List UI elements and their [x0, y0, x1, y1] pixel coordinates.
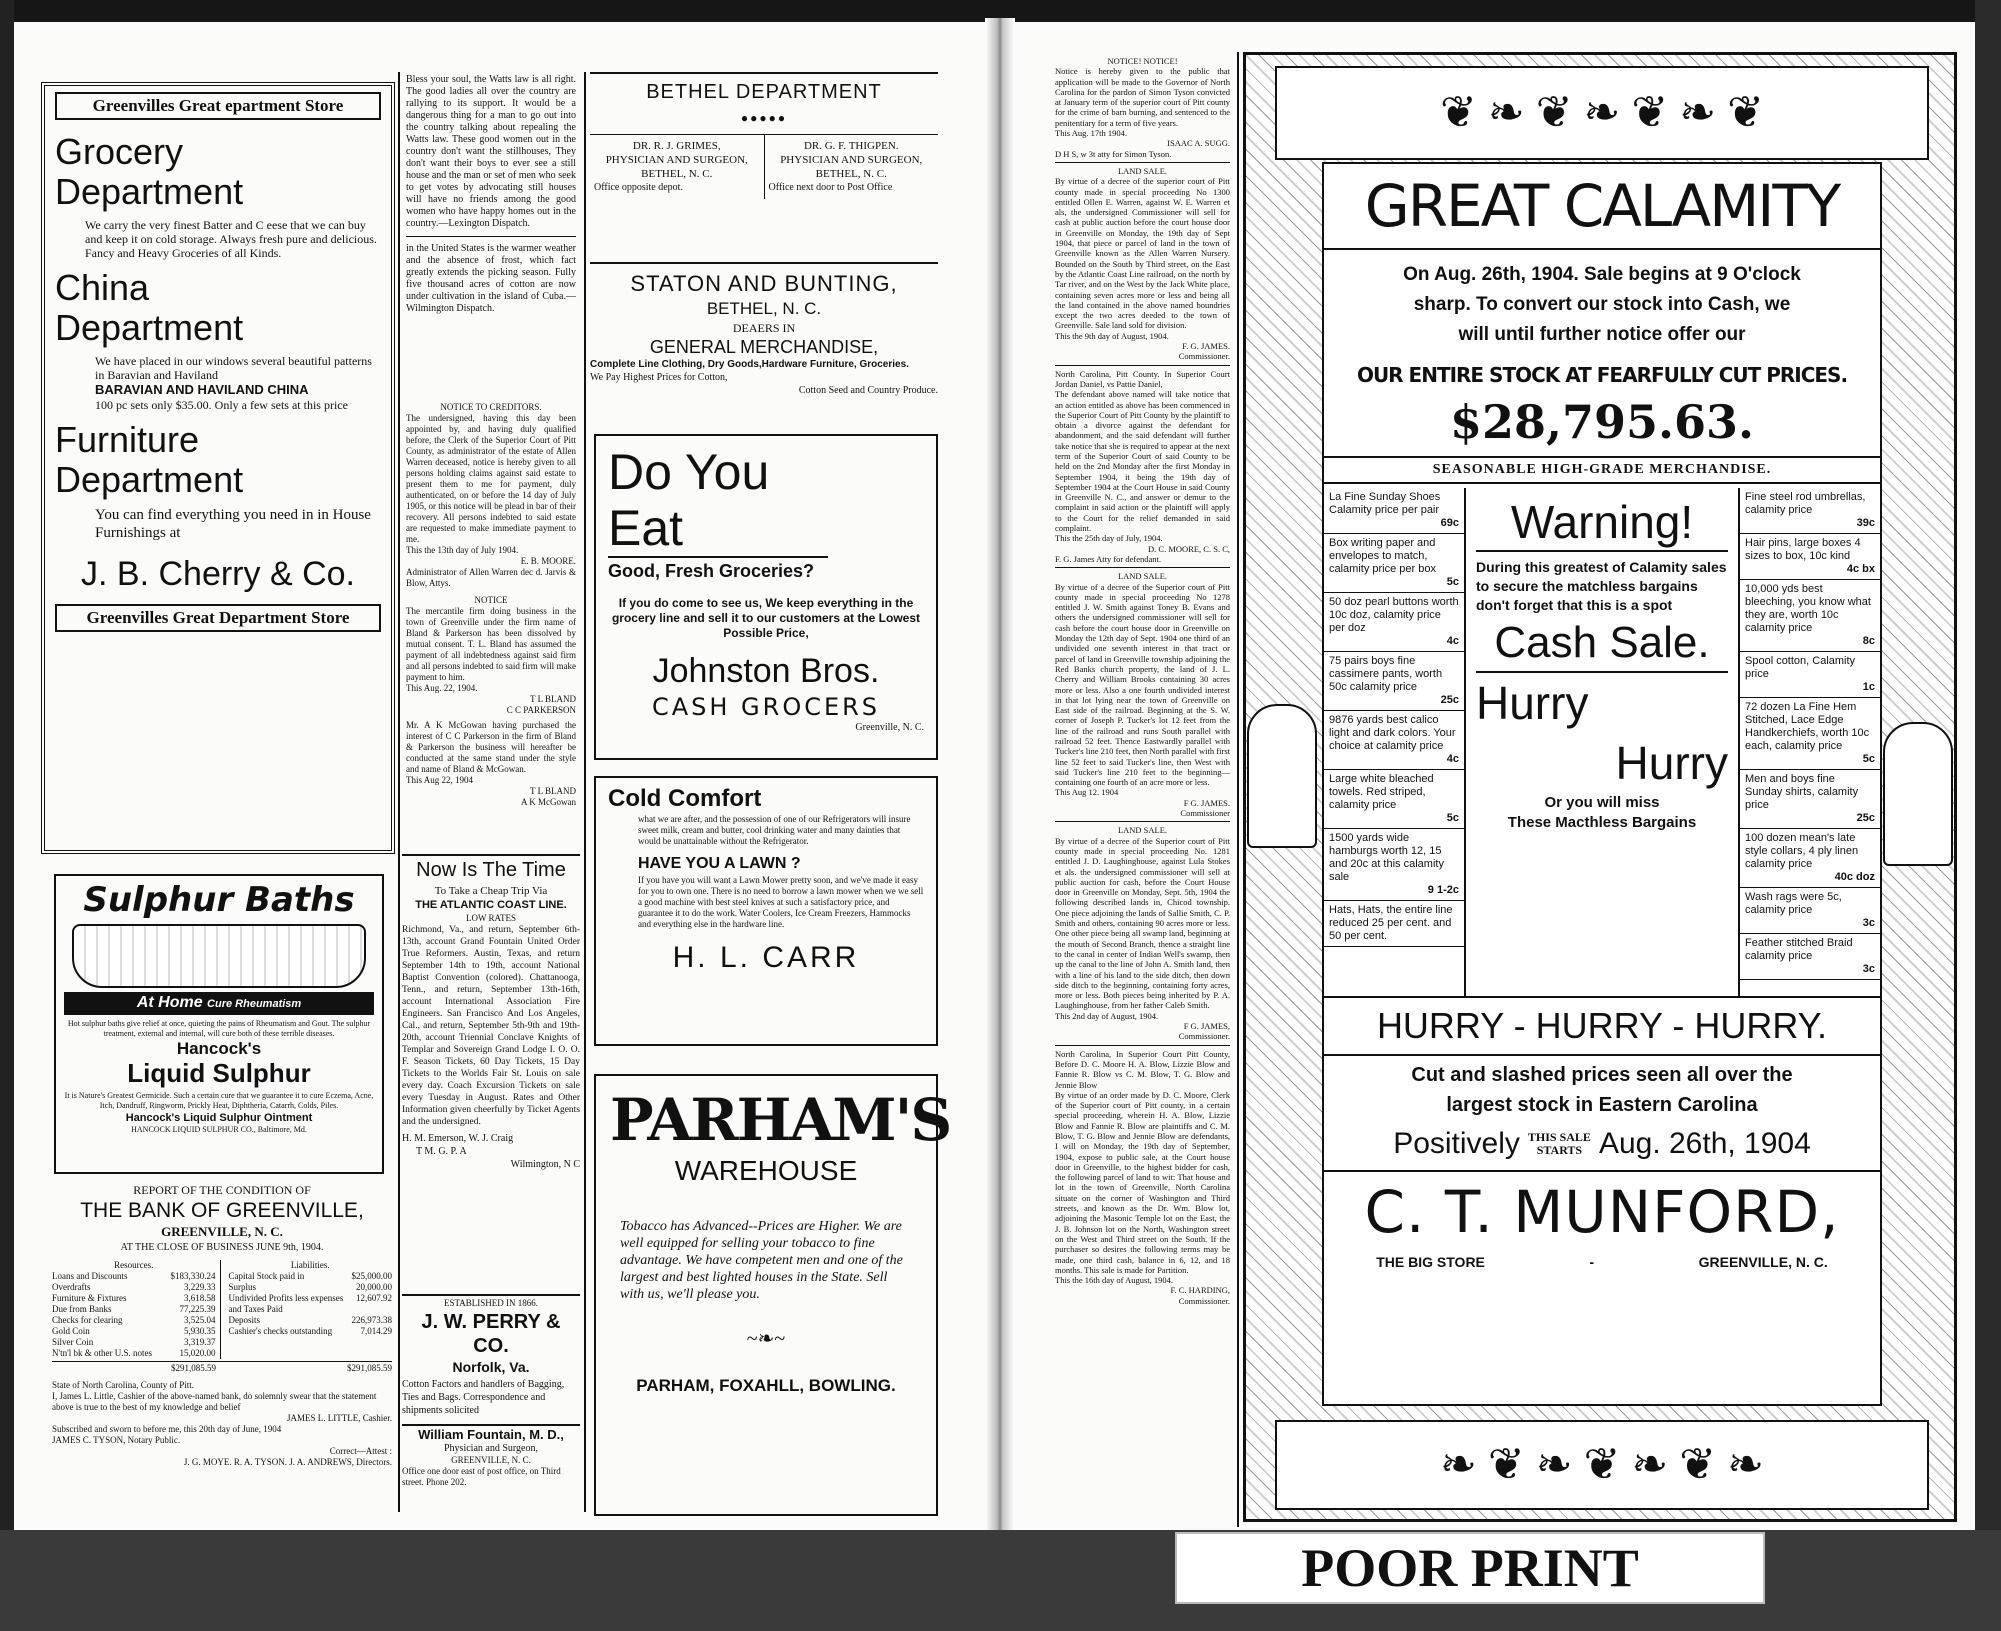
liability-label: Deposits: [228, 1315, 260, 1325]
right-page: [1015, 22, 1975, 1530]
price-item-text: 9876 yards best calico light and dark colors. Your choice at calamity price: [1329, 714, 1456, 752]
price-list-item: [1324, 652, 1464, 711]
price-item-text: Hair pins, large boxes 4 sizes to box, 10c kind: [1745, 537, 1861, 562]
staton-city: BETHEL, N. C.: [706, 299, 822, 318]
johnston-text: If you do come to see us, We keep everything in the grocery line and sell it to our customers at the Lowest Possible Price,: [611, 596, 921, 640]
resource-value: 15,020.00: [179, 1348, 216, 1358]
left-price-list: [1324, 488, 1466, 996]
perry-ad: [402, 1294, 580, 1416]
resource-value: 77,225.39: [179, 1304, 216, 1314]
travel-ad: [402, 854, 580, 1286]
court1-text: The defendant above named will take notice that an action entitled as above has been commenced in the Superior Court of Pitt County by the plaintiff to obtain a divorce against the defendant for abandonment, and the said defendant will further take notice that she is required to appear at the next term of the Superior Court of said County to be held on the 2nd Monday after the first Monday in September 1904, it being the 19th day of September 1904 at the Court House in said County in Greenville N. C., and answer or demur to the complaint in said action or the plaintiff will apply to the Court for the relief demanded in said complaint.: [1055, 389, 1230, 534]
munford-ad: [1322, 162, 1882, 1406]
grimes-office: Office opposite depot.: [594, 182, 683, 193]
perry-text: Cotton Factors and handlers of Bagging, Ties and Bags. Correspondence and shipments solicited: [402, 1379, 565, 1416]
liability-label: Surplus: [228, 1282, 257, 1292]
resource-row: [52, 1304, 216, 1315]
staton-line2: We Pay Highest Prices for Cotton,: [590, 372, 728, 383]
bethel-doctors: [590, 134, 938, 199]
liability-row: [229, 1282, 393, 1293]
price-item-price: 40c doz: [1834, 871, 1875, 883]
land2-date: This Aug 12. 1904: [1055, 787, 1119, 798]
this-sale-stack: [1528, 1131, 1591, 1157]
calamity-line4: OUR ENTIRE STOCK AT FEARFULLY CUT PRICES.: [1356, 363, 1848, 387]
parham-text: Tobacco has Advanced--Prices are Higher. We are well equipped for selling your tobacco to fine advantage. We have competent men and one of the largest and best lighted houses in the State. Sell with us, we'll please you.: [620, 1219, 903, 1302]
perry-name: J. W. PERRY & CO.: [421, 1311, 561, 1357]
land3-title: LAND SALE.: [1117, 825, 1168, 836]
legal-column-rule: [1237, 52, 1239, 1527]
creditors-date: This the 13th day of July 1904.: [406, 545, 519, 555]
price-item-text: La Fine Sunday Shoes Calamity price per pair: [1329, 491, 1441, 516]
land3-date: This 2nd day of August, 1904.: [1055, 1010, 1159, 1021]
fountain-name: William Fountain, M. D.,: [418, 1427, 564, 1442]
munford-city: GREENVILLE, N. C.: [1698, 1254, 1828, 1270]
resource-row: [52, 1271, 216, 1282]
johnston-title: Do You Eat: [608, 444, 828, 558]
court2-date: This the 16th day of August, 1904.: [1055, 1275, 1174, 1286]
price-item-text: Feather stitched Braid calamity price: [1745, 937, 1853, 962]
resource-label: Loans and Discounts: [52, 1271, 128, 1281]
resource-label: Silver Coin: [52, 1337, 94, 1347]
parham-title: PARHAM'S: [610, 1086, 951, 1154]
price-item-text: 50 doz pearl buttons worth 10c doz, calamity price per doz: [1329, 596, 1459, 634]
legal-column: [1055, 56, 1230, 1526]
resource-value: 3,229.33: [184, 1282, 216, 1292]
carr-text: what we are after, and the possession of one of our Refrigerators will insure sweet milk, cream and butter, cool drinking water and many dainties that would be unattainable without the Refrigerator.: [638, 814, 911, 846]
hurry-banner: HURRY - HURRY - HURRY.: [1324, 998, 1880, 1056]
price-item-price: 3c: [1862, 917, 1875, 929]
notice-sig2: C C PARKERSON: [506, 705, 576, 715]
pardon-date: This Aug. 17th 1904.: [1055, 128, 1128, 139]
sulphur-title: Sulphur Baths: [83, 880, 355, 920]
lawn-text: If you have you will want a Lawn Mower pretty soon, and we've made it easy for you to own one. There is no need to borrow a lawn mower when we we sell a good machine with best steel knives at such a satisfactory price, and guarantee it to do the work. Water Coolers, Ice Cream Freezers, Hammocks and everything else in the hardware line.: [638, 875, 924, 929]
resource-value: 3,618.58: [184, 1293, 216, 1303]
price-list-item: [1740, 698, 1880, 770]
court1-atty: F. G. James Atty for defendant.: [1055, 553, 1162, 564]
resource-row: [52, 1326, 216, 1337]
divider: [1055, 162, 1230, 163]
liability-value: 7,014.29: [360, 1326, 392, 1336]
bank-title1: REPORT OF THE CONDITION OF: [133, 1183, 311, 1197]
notice-title: NOTICE: [474, 595, 508, 605]
calamity-line3: will until further notice offer our: [1458, 324, 1746, 345]
court2-signature: F. C. HARDING,: [1170, 1285, 1230, 1296]
seasonable-banner: SEASONABLE HIGH-GRADE MERCHANDISE.: [1324, 456, 1880, 484]
liability-row: [229, 1315, 393, 1326]
notice-date: This Aug. 22, 1904.: [406, 683, 478, 693]
parham-ad: [594, 1074, 951, 1516]
cuba-cotton-article: in the United States is the warmer weather and the absence of frost, which fact greatly extends the picking season. Fully five thousand acres of cotton are now under cultivation in the island of Cuba.—Wilmington Dispatch.: [406, 243, 576, 314]
china-title: China Department: [55, 267, 244, 348]
cut-line2: largest stock in Eastern Carolina: [1446, 1094, 1758, 1116]
bethel-header: BETHEL DEPARTMENT: [646, 81, 882, 103]
thigpen-office: Office next door to Post Office: [768, 182, 893, 193]
poor-print-stamp: POOR PRINT: [1175, 1532, 1765, 1604]
positively-row: [1324, 1124, 1880, 1172]
fountain-text: Office one door east of post office, on Third street. Phone 202.: [402, 1466, 561, 1487]
furniture-text: You can find everything you need in in House Furnishings at: [95, 507, 371, 541]
price-grid: [1324, 488, 1880, 998]
thigpen-city: BETHEL, N. C.: [815, 168, 887, 180]
sulphur-subtitle: At Home: [136, 994, 203, 1011]
resource-label: Furniture & Fixtures: [52, 1293, 127, 1303]
price-item-price: 39c: [1856, 517, 1875, 529]
land1-text: By virtue of a decree of the superior court of Pitt county made in special proceeding No 1300 entitled Ollen E. Warren, against W. E. Warren et als, the undersigned Commissioner will sell for cash at public auction before the court house door in Greenville on Monday, the 19th day of Sept 1904, that piece or parcel of land in the town of Greenville known as the Allen Warren Nursery. Bounded on the South by Third street, on the East by the Atlantic Coast Line railroad, on the north by Tar river, and on the West by the Jack White place, containing seven acres more or less and being all the land contained in the above named boundries except the two acres deeded to the town of Greenville. Sale land sold for division.: [1055, 176, 1230, 331]
thigpen-name: DR. G. F. THIGPEN.: [803, 140, 899, 152]
grimes-title: PHYSICIAN AND SURGEON,: [605, 154, 748, 166]
pardon-text: Notice is hereby given to the public that application will be made to the Governor of North Carolina for the pardon of Simon Tyson convicted at January term of the superior court of Pitt county for the crime of barn burning, and sentenced to the penitentiary for a term of five years.: [1055, 66, 1230, 128]
land2-signature: F G. JAMES.: [1183, 797, 1230, 808]
sulphur-cure: Cure Rheumatism: [207, 998, 302, 1010]
bank-statement: [52, 1260, 392, 1359]
munford-store: THE BIG STORE: [1376, 1254, 1485, 1270]
travel-sub1: To Take a Cheap Trip Via: [434, 885, 548, 897]
price-item-text: 75 pairs boys fine cassimere pants, worth 50c calamity price: [1329, 655, 1443, 693]
this-sale: THIS SALE: [1527, 1130, 1591, 1144]
fountain-ad: [402, 1424, 580, 1506]
staton-line3: Cotton Seed and Country Produce.: [798, 385, 938, 396]
cherry-header-bottom: Greenvilles Great Department Store: [55, 604, 381, 632]
sulphur-brand2: Liquid Sulphur: [127, 1058, 311, 1088]
johnston-ad: [594, 434, 938, 760]
grocery-title: Grocery Department: [55, 131, 244, 212]
doctor-grimes: [590, 135, 765, 199]
resource-label: Overdrafts: [52, 1282, 91, 1292]
price-item-price: 25c: [1440, 694, 1459, 706]
start-date: Aug. 26th, 1904: [1598, 1127, 1811, 1160]
resource-value: 5,930.35: [184, 1326, 216, 1336]
notice2-text: Mr. A K McGowan having purchased the interest of C C Parkerson in the firm of Bland & Parkerson the business will hereafter be conducted at the same stand under the style and name of Bland & McGowan.: [406, 720, 576, 774]
column-rule-1: [398, 72, 400, 1512]
travel-text: Richmond, Va., and return, September 6th-13th, account Grand Fountain United Order True Reformers. Austin, Texas, and return September 14th to 19th, account National Baptist Convention (colored). Chattanooga, Tenn., and return, September 13th-16th, account International Association Fire Engineers. San Francisco And Los Angeles, Cal., and return, September 5th-9th and 19th-20th, account Triennial Conclave Knights of Templar and Sovereign Grand Lodge I. O. O. F. Season Tickets, 60 Day Tickets, 15 Day Tickets to the Worlds Fair St. Louis on sale every day. Coach Excursion Tickets on sale every Tuesday in August. Rates and Other Information given cheerfully by Ticket Agents and the undersigned.: [402, 925, 580, 1127]
price-item-text: 1500 yards wide hamburgs worth 12, 15 and 20c at this calamity sale: [1329, 832, 1444, 883]
munford-name: C. T. MUNFORD,: [1364, 1178, 1840, 1246]
price-list-item: [1324, 901, 1464, 947]
travel-title: Now Is The Time: [416, 859, 566, 881]
land3-signature: F G. JAMES,: [1183, 1021, 1230, 1032]
resource-value: $183,330.24: [170, 1271, 216, 1281]
sulphur-subtitle-row: [64, 992, 374, 1015]
land1-signature: F. G. JAMES.: [1182, 341, 1230, 352]
price-item-price: 3c: [1862, 963, 1875, 975]
land2-text: By virtue of a decree of the Superior court of Pitt county made in special proceeding No 1278 entitled J. W. Smith against Toney B. Evans and others the undersigned commissioner will sell for cash before the court house door in Greenville on Monday the 12th day of Sept. 1904 one third of an undivided one seventh interest in that tract or parcel of land in Greenville township adjoining the Red Banks church property, the land of J. L. Cherry and William Brooks containing 30 acres more or less. Also a one fourth undivided interest in that lot lying near the town of Greenville on East side of the railroad. Beginning at the S. W. corner of Joseph P. Tucker's lot 12 feet from the line of the railroad and runs South parallel with railroad 52 feet. Thence Eastwardly parallel with Tucker's line 210 feet, then North parallel with first line 52 feet to said Tucker's line, then West with said Tucker's line 210 feet to the beginning—containing one fourth of an acre more or less.: [1055, 581, 1230, 788]
bank-subscribed: Subscribed and sworn to before me, this 20th day of June, 1904: [52, 1424, 282, 1434]
price-list-item: [1324, 711, 1464, 770]
calamity-amount: $28,795.63.: [1449, 395, 1755, 449]
fountain-city: GREENVILLE, N. C.: [451, 1455, 531, 1465]
court1-date: This the 25th day of July, 1904.: [1055, 533, 1163, 544]
bank-title3: GREENVILLE, N. C.: [161, 1224, 283, 1239]
sulphur-ad: [54, 874, 384, 1174]
pardon-signature: ISAAC A. SUGG.: [1167, 138, 1230, 149]
right-price-list: [1740, 488, 1880, 996]
travel-sub2: THE ATLANTIC COAST LINE.: [415, 899, 567, 911]
holly-ornament-top: ❦ ❧ ❦ ❧ ❦ ❧ ❦: [1275, 66, 1929, 160]
liabilities-header: Liabilities.: [290, 1260, 330, 1270]
land2-title: LAND SALE.: [1117, 571, 1168, 582]
divider: [1055, 821, 1230, 822]
bank-oath-sig: JAMES L. LITTLE, Cashier.: [287, 1413, 392, 1423]
parham-sub: WAREHOUSE: [674, 1155, 858, 1186]
resource-row: [52, 1348, 216, 1359]
carr-ad: [594, 776, 938, 1046]
bank-state: State of North Carolina, County of Pitt.: [52, 1380, 194, 1390]
price-item-price: 4c: [1446, 753, 1459, 765]
bank-report: [52, 1182, 392, 1522]
left-page: [14, 22, 989, 1530]
holly-ornament-bottom: ❧ ❦ ❧ ❦ ❧ ❦ ❧: [1275, 1420, 1929, 1510]
price-item-text: 100 dozen mean's late style collars, 4 ply linen calamity price: [1745, 832, 1859, 870]
court1-signature: D. C. MOORE, C. S. C,: [1148, 543, 1230, 554]
perry-established: ESTABLISHED IN 1866.: [443, 1298, 539, 1308]
price-list-item: [1740, 934, 1880, 980]
positively: Positively: [1393, 1127, 1520, 1160]
resource-label: Gold Coin: [52, 1326, 90, 1336]
price-list-item: [1740, 534, 1880, 580]
carr-title: Cold Comfort: [608, 785, 762, 812]
court2-text: By virtue of an order made by D. C. Moore, Clerk of the Superior court of Pitt county, in a certain special proceeding, wherein H. A. Blow, Lizzie Blow and Fannie R. Blow are plaintiffs and C. M. Blow, T. G. Blow and Jennie Blow are defendants, I will on Monday, the 19th day of September, 1904, expose to public sale, at the Court house door in Greenville, to the highest bidder for cash, the following parcel of land to wit: That house and lot in the town of Greenville, North Carolina situate on the corner of Washington and Third streets, and known as the Dr. Wm. Blow lot, adjoining the Masonic Temple lot on the East, the J. B. Johnson lot on the North, Washington street on the West and Third street on the South. If the purchaser so desires the following terms may be made, one third cash, balance in 6, 12, and 18 months. This sale is made for Partition.: [1055, 1089, 1230, 1275]
liability-value: 20,000.00: [356, 1282, 392, 1292]
cash-sale: Cash Sale.: [1476, 615, 1728, 673]
bank-title4: AT THE CLOSE OF BUSINESS JUNE 9th, 1904.: [120, 1242, 324, 1253]
price-item-price: 69c: [1440, 517, 1459, 529]
notice2-sig1: T L BLAND: [530, 786, 576, 796]
divider: [1055, 567, 1230, 568]
creditors-text: The undersigned, having this day been appointed by, and having duly qualified before, the Clerk of the Superior Court of Pitt County, as administrator of the estate of Allen Warren deceased, notice is hereby given to all persons holding claims against said estate to present them to me for payment, duly authenticated, on or before the 14 day of July 1905, or this notice will be plead in bar of their recovery. All persons indebted to said estate are requested to make immediate payment to me.: [406, 413, 576, 544]
price-item-text: Large white bleached towels. Red striped, calamity price: [1329, 773, 1434, 811]
pardon-atty: D H S, w 3t atty for Simon Tyson.: [1055, 148, 1172, 159]
bank-attest-names: J. G. MOYE. R. A. TYSON. J. A. ANDREWS, Directors.: [183, 1457, 392, 1467]
price-item-text: Spool cotton, Calamity price: [1745, 655, 1856, 680]
sulphur-small: It is Nature's Greatest Germicide. Such a certain cure that we guarantee it to cure Eczema, Acne, Itch, Dandruff, Ringworm, Prickly Heat, Diphtheria, Catarrh, Colds, Piles.: [64, 1091, 374, 1110]
johnston-sub: Good, Fresh Groceries?: [608, 561, 815, 581]
calamity-line2: sharp. To convert our stock into Cash, we: [1413, 294, 1791, 315]
resource-row: [52, 1293, 216, 1304]
liability-row: [229, 1293, 393, 1315]
sulphur-text: Hot sulphur baths give relief at once, quieting the pains of Rheumatism and Gout. The sulphur treatment, external and internal, will cure both of these terrible diseases.: [67, 1019, 371, 1038]
price-item-price: 8c: [1862, 635, 1875, 647]
price-list-item: [1740, 829, 1880, 888]
lady-figure-right-icon: [1883, 722, 1953, 866]
hurry-text-1: Hurry: [1476, 677, 1589, 729]
land3-text: By virtue of a decree of the Superior court of Pitt county made in special proceeding No. 1281 entitled J. D. Laughinghouse, against Lula Stokes et als. the undersigned commissioner will sell at public auction for cash, before the Court House door in Greenville on Monday, Sept. 5th, 1904 the following described lands in, Chicod township. One piece adjoining the lands of Sallie Smith, C. P. Smith and others, containing 90 acres more or less. One other piece being all swamp land, beginning at the mouth of Second Branch, thence a straight line to the canal in center of Indian Well's swamp, then up the canal to the line of John A. Smith land, then with a line of his land to the side ditch, then down side ditch to the beginning, containing forty acres, more or less. Both pieces being inherited by P. A. Laughinghouse, from her father Caleb Smith.: [1055, 835, 1230, 1011]
bank-resources: [52, 1260, 221, 1359]
miss-text-1: Or you will miss: [1544, 794, 1660, 811]
land2-role: Commissioner: [1180, 808, 1230, 819]
bank-attest: Correct—Attest :: [329, 1446, 392, 1456]
perry-city: Norfolk, Va.: [452, 1359, 530, 1375]
price-item-text: Hats, Hats, the entire line reduced 25 per cent. and 50 per cent.: [1329, 904, 1453, 942]
land1-role: Commissioner.: [1178, 351, 1230, 362]
price-item-price: 9 1-2c: [1427, 884, 1459, 896]
lawn-title: HAVE YOU A LAWN ?: [638, 855, 801, 872]
china-brand: BARAVIAN AND HAVILAND CHINA: [95, 382, 309, 397]
furniture-title: Furniture Department: [55, 419, 244, 500]
calamity-line1: On Aug. 26th, 1904. Sale begins at 9 O'clock: [1403, 264, 1801, 285]
price-item-price: 1c: [1862, 681, 1875, 693]
notice2-sig2: A K McGowan: [521, 797, 576, 807]
sulphur-brand1: Hancock's: [176, 1039, 262, 1058]
fountain-title: Physician and Surgeon,: [444, 1443, 538, 1454]
price-item-text: Men and boys fine Sunday shirts, calamity price: [1745, 773, 1859, 811]
parham-flourish: ~❧~: [746, 1328, 786, 1350]
calamity-title: GREAT CALAMITY: [1324, 164, 1880, 250]
bathtub-illustration: [72, 924, 366, 988]
notice-text: The mercantile firm doing business in the town of Greenville under the firm name of Bland & Parkerson has been dissolved by mutual consent. T. L. Bland has assumed the payment of all indebtedness against said firm and all persons indebted to said firm will make payment to him.: [406, 606, 576, 682]
creditors-notice: [406, 402, 576, 588]
cherry-ad: [41, 82, 395, 854]
resource-row: [52, 1315, 216, 1326]
grocery-text: We carry the very finest Batter and C eese that we can buy and keep it on cold storage. Always fresh pure and delicious. Fancy and Heavy Groceries of all Kinds.: [85, 218, 377, 260]
johnston-city: Greenville, N. C.: [855, 722, 924, 733]
price-item-text: 72 dozen La Fine Hem Stitched, Lace Edge Handkerchiefs, worth 10c each, calamity price: [1745, 701, 1870, 752]
doctor-thigpen: [765, 135, 939, 199]
bethel-ornament: ●●●●●: [740, 111, 788, 125]
resources-header: Resources.: [114, 1260, 154, 1270]
starts: STARTS: [1536, 1143, 1583, 1157]
travel-agent2: T M. G. P. A: [416, 1146, 467, 1157]
resource-value: 3,319.37: [184, 1337, 216, 1347]
court2-caption: North Carolina, In Superior Court Pitt County, Before D. C. Moore H. A. Blow, Lizzie Blow and Fannie R. Blow vs C. M. Blow, T. G. Blow and Jennie Blow: [1055, 1048, 1230, 1090]
resource-label: Due from Banks: [52, 1304, 112, 1314]
china-sets: 100 pc sets only $35.00. Only a few sets at this price: [95, 398, 348, 412]
price-list-item: [1740, 770, 1880, 829]
price-list-item: [1740, 580, 1880, 652]
price-item-text: Fine steel rod umbrellas, calamity price: [1745, 491, 1866, 516]
land3-role: Commissioner.: [1178, 1031, 1230, 1042]
johnston-name: Johnston Bros.: [652, 652, 880, 690]
liability-value: 12,607.92: [356, 1293, 392, 1303]
liability-label: Undivided Profits less expenses and Taxes Paid: [228, 1293, 344, 1314]
warning-panel: [1466, 488, 1740, 996]
notice-sig1: T L BLAND: [530, 694, 576, 704]
liability-value: 226,973.38: [351, 1315, 392, 1325]
divider: [1055, 365, 1230, 366]
creditors-admin: Administrator of Allen Warren dec d. Jarvis & Blow, Attys.: [406, 567, 576, 588]
price-list-item: [1324, 593, 1464, 652]
bethel-department: [590, 72, 938, 264]
resource-value: 3,525.04: [184, 1315, 216, 1325]
bank-totals: [52, 1361, 392, 1374]
thigpen-title: PHYSICIAN AND SURGEON,: [780, 154, 923, 166]
munford-footer: [1324, 1252, 1880, 1272]
price-item-price: 5c: [1446, 576, 1459, 588]
travel-agent1: H. M. Emerson, W. J. Craig: [402, 1133, 514, 1144]
price-list-item: [1740, 652, 1880, 698]
price-list-item: [1324, 770, 1464, 829]
liabilities-total: $291,085.59: [347, 1363, 392, 1373]
column2-upper: [406, 74, 576, 414]
liability-label: Cashier's checks outstanding: [228, 1326, 333, 1336]
court2-role: Commissioner.: [1178, 1295, 1230, 1306]
pardon-title: NOTICE! NOTICE!: [1107, 56, 1178, 66]
travel-rates: LOW RATES: [465, 913, 517, 923]
bank-notary: JAMES C. TYSON, Notary Public.: [52, 1435, 181, 1445]
warning-title: Warning!: [1476, 494, 1728, 552]
staton-ad: [590, 262, 938, 440]
warning-text: During this greatest of Calamity sales to secure the matchless bargains don't forget that this is a spot: [1476, 559, 1727, 613]
resource-label: N'tn'l bk & other U.S. notes: [52, 1348, 152, 1358]
travel-agent3: Wilmington, N C: [510, 1159, 580, 1170]
cherry-header-top: Greenvilles Great epartment Store: [55, 92, 381, 120]
price-list-item: [1324, 488, 1464, 534]
cut-line1: Cut and slashed prices seen all over the: [1411, 1064, 1793, 1086]
sulphur-ointment: Hancock's Liquid Sulphur Ointment: [125, 1112, 313, 1124]
price-list-item: [1324, 829, 1464, 901]
price-item-price: 4c bx: [1846, 563, 1875, 575]
creditors-title: NOTICE TO CREDITORS.: [440, 402, 542, 412]
price-list-item: [1740, 888, 1880, 934]
land1-title: LAND SALE.: [1117, 165, 1168, 176]
price-item-price: 5c: [1862, 753, 1875, 765]
china-text: We have placed in our windows several beautiful patterns in Baravian and Haviland: [95, 354, 372, 382]
hurry-text-2: Hurry: [1615, 737, 1728, 789]
staton-name: STATON AND BUNTING,: [630, 271, 898, 296]
divider: [1055, 1045, 1230, 1046]
price-list-item: [1324, 534, 1464, 593]
divider: [406, 236, 576, 237]
staton-trade: GENERAL MERCHANDISE,: [649, 337, 879, 357]
scan-border-right: [1975, 0, 2001, 1631]
resource-row: [52, 1337, 216, 1348]
resource-row: [52, 1282, 216, 1293]
price-item-price: 4c: [1446, 635, 1459, 647]
price-item-text: 10,000 yds best bleeching, you know what they are, worth 10c calamity price: [1745, 583, 1871, 634]
staton-dealers: DEAERS IN: [732, 321, 796, 335]
price-list-item: [1740, 488, 1880, 534]
watts-law-article: Bless your soul, the Watts law is all right. The good ladies all over the country are rallying to its support. It would be a dangerous thing for a man to go out into the country talking about repealing the Watts law. These good women out in the country don't want the stillhouses, They don't want their boys to ever see a still house and the man or set of men who seek to get votes by advocating still houses will have no friends among the good women who have happy homes out in the country.—Lexington Dispatch.: [406, 74, 576, 229]
price-item-text: Box writing paper and envelopes to match, calamity price per box: [1329, 537, 1436, 575]
column-rule-2: [584, 72, 586, 1512]
price-item-price: 5c: [1446, 812, 1459, 824]
dissolution-notice: [406, 595, 576, 835]
bank-liabilities: [229, 1260, 393, 1359]
court1-caption: North Carolina, Pitt County. In Superior Court Jordan Daniel, vs Pattie Daniel,: [1055, 368, 1230, 389]
liability-row: [229, 1326, 393, 1337]
price-item-text: Wash rags were 5c, calamity price: [1745, 891, 1842, 916]
lady-figure-left-icon: [1247, 704, 1317, 848]
page-gutter: [985, 18, 1015, 1530]
carr-name: H. L. CARR: [672, 941, 860, 974]
munford-dash: -: [1589, 1254, 1595, 1270]
resources-total: $291,085.59: [171, 1363, 216, 1373]
notice2-date: This Aug 22, 1904: [406, 775, 474, 785]
bank-oath: I, James L. Little, Cashier of the above-named bank, do solemnly swear that the statement above is true to the best of my knowledge and belief: [52, 1391, 377, 1412]
sulphur-company: HANCOCK LIQUID SULPHUR CO., Baltimore, Md.: [131, 1125, 307, 1134]
miss-text-2: These Macthless Bargains: [1507, 814, 1697, 831]
scan-border-left: [0, 0, 14, 1631]
cherry-company: J. B. Cherry & Co.: [81, 555, 355, 593]
resource-label: Checks for clearing: [52, 1315, 123, 1325]
liability-label: Capital Stock paid in: [228, 1271, 305, 1281]
creditors-signature: E. B. MOORE.: [520, 556, 576, 566]
staton-line1: Complete Line Clothing, Dry Goods,Hardware Furniture, Groceries.: [590, 359, 909, 370]
parham-names: PARHAM, FOXAHLL, BOWLING.: [636, 1376, 896, 1395]
liability-row: [229, 1271, 393, 1282]
price-item-price: 25c: [1856, 812, 1875, 824]
liability-value: $25,000.00: [351, 1271, 392, 1281]
grimes-city: BETHEL, N. C.: [641, 168, 713, 180]
johnston-trade: CASH GROCERS: [651, 693, 881, 721]
land1-date: This the 9th day of August, 1904.: [1055, 330, 1169, 341]
grimes-name: DR. R. J. GRIMES,: [632, 140, 721, 152]
bank-title2: THE BANK OF GREENVILLE,: [80, 1199, 364, 1222]
